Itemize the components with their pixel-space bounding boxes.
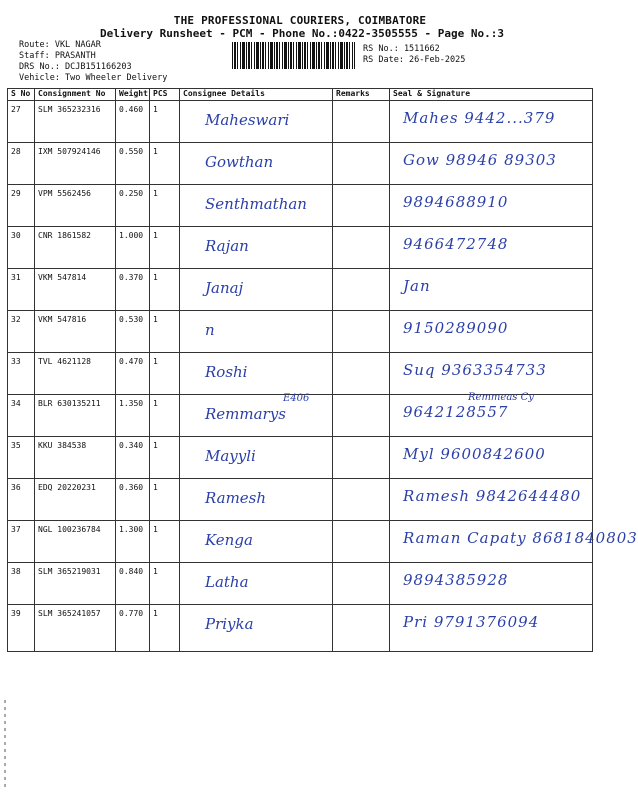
cell-pcs: 1 [150, 353, 180, 395]
table-row [8, 521, 593, 563]
col-weight: Weight [116, 89, 150, 101]
signature-handwriting: 9150289090 [403, 319, 509, 337]
cell-pcs: 1 [150, 101, 180, 143]
drs-label: DRS No.: DCJB151166203 [19, 62, 132, 72]
cell-signature [390, 143, 593, 185]
signature-handwriting: Raman Capaty 8681840803 [403, 529, 638, 547]
cell-remarks [333, 311, 390, 353]
cell-weight: 0.370 [116, 269, 150, 311]
cell-remarks [333, 437, 390, 479]
row34-remark: E406 [283, 393, 310, 404]
cell-remarks [333, 395, 390, 437]
consignee-handwriting: Priyka [205, 615, 254, 633]
cell-weight: 0.530 [116, 311, 150, 353]
cell-consignee [180, 269, 333, 311]
cell-signature [390, 437, 593, 479]
cell-pcs: 1 [150, 185, 180, 227]
cell-consignee [180, 227, 333, 269]
cell-remarks [333, 143, 390, 185]
consignee-handwriting: Kenga [205, 531, 253, 549]
cell-signature [390, 605, 593, 652]
cell-pcs: 1 [150, 563, 180, 605]
cell-sno: 36 [8, 479, 35, 521]
cell-sno: 38 [8, 563, 35, 605]
cell-weight: 0.470 [116, 353, 150, 395]
table-row [8, 605, 593, 652]
cell-consignment: EDQ 20220231 [35, 479, 116, 521]
cell-weight: 0.550 [116, 143, 150, 185]
consignee-handwriting: Ramesh [205, 489, 267, 507]
consignee-handwriting: Roshi [205, 363, 248, 381]
table-row [8, 101, 593, 143]
cell-signature [390, 479, 593, 521]
cell-remarks [333, 605, 390, 652]
cell-signature [390, 563, 593, 605]
cell-remarks [333, 353, 390, 395]
col-consignee: Consignee Details [180, 89, 333, 101]
signature-handwriting: Jan [403, 277, 431, 295]
cell-consignee [180, 143, 333, 185]
signature-handwriting: 9466472748 [403, 235, 509, 253]
cell-consignee [180, 185, 333, 227]
cell-weight: 0.770 [116, 605, 150, 652]
cell-sno: 31 [8, 269, 35, 311]
rs-date: RS Date: 26-Feb-2025 [363, 55, 466, 65]
cell-consignment: VKM 547814 [35, 269, 116, 311]
cell-sno: 33 [8, 353, 35, 395]
cell-consignment: KKU 384538 [35, 437, 116, 479]
cell-consignment: SLM 365241057 [35, 605, 116, 652]
consignee-handwriting: Gowthan [205, 153, 274, 171]
cell-signature [390, 185, 593, 227]
row34-sig-note: Remmeas Cy [468, 392, 534, 403]
cell-pcs: 1 [150, 521, 180, 563]
cell-consignee [180, 101, 333, 143]
vehicle-label: Vehicle: Two Wheeler Delivery [19, 73, 168, 83]
meta-left [19, 40, 167, 84]
runsheet-subtitle: Delivery Runsheet - PCM - Phone No.:0422-3505555 - Page No.:3 [100, 27, 504, 40]
signature-handwriting: Myl 9600842600 [403, 445, 546, 463]
signature-handwriting: Mahes 9442...379 [403, 109, 556, 127]
cell-pcs: 1 [150, 479, 180, 521]
cell-sno: 30 [8, 227, 35, 269]
cell-consignment: BLR 630135211 [35, 395, 116, 437]
cell-pcs: 1 [150, 311, 180, 353]
cell-weight: 0.250 [116, 185, 150, 227]
cell-remarks [333, 269, 390, 311]
cell-sno: 39 [8, 605, 35, 652]
cell-weight: 0.460 [116, 101, 150, 143]
consignee-handwriting: Rajan [205, 237, 249, 255]
cell-pcs: 1 [150, 605, 180, 652]
cell-consignee [180, 479, 333, 521]
cell-weight: 1.300 [116, 521, 150, 563]
signature-handwriting: 9642128557 [403, 403, 509, 421]
meta-right [363, 44, 465, 66]
cell-remarks [333, 479, 390, 521]
cell-signature [390, 353, 593, 395]
cell-weight: 0.360 [116, 479, 150, 521]
route-label: Route: VKL NAGAR [19, 40, 101, 50]
cell-consignment: SLM 365219031 [35, 563, 116, 605]
cell-consignee [180, 353, 333, 395]
table-row [8, 479, 593, 521]
cell-remarks [333, 563, 390, 605]
signature-handwriting: Ramesh 9842644480 [403, 487, 582, 505]
rs-number: RS No.: 1511662 [363, 44, 440, 54]
cell-pcs: 1 [150, 437, 180, 479]
cell-consignment: SLM 365232316 [35, 101, 116, 143]
cell-signature [390, 521, 638, 563]
consignee-handwriting: Remmarys [205, 405, 286, 423]
company-title: THE PROFESSIONAL COURIERS, COIMBATORE [173, 14, 427, 27]
cell-consignment: CNR 1861582 [35, 227, 116, 269]
table-row [8, 311, 593, 353]
col-remarks: Remarks [333, 89, 390, 101]
cell-sno: 37 [8, 521, 35, 563]
col-sno: S No [8, 89, 35, 101]
table-row [8, 563, 593, 605]
table-row [8, 353, 593, 395]
signature-handwriting: 9894385928 [403, 571, 509, 589]
staff-label: Staff: PRASANTH [19, 51, 96, 61]
cell-weight: 0.840 [116, 563, 150, 605]
cell-signature [390, 311, 593, 353]
cell-weight: 1.000 [116, 227, 150, 269]
table-row [8, 185, 593, 227]
consignee-handwriting: Maheswari [205, 111, 290, 129]
signature-handwriting: 9894688910 [403, 193, 509, 211]
col-consignment: Consignment No [35, 89, 116, 101]
table-row [8, 437, 593, 479]
cell-pcs: 1 [150, 269, 180, 311]
signature-handwriting: Suq 9363354733 [403, 361, 547, 379]
cell-weight: 1.350 [116, 395, 150, 437]
cell-remarks [333, 185, 390, 227]
cell-signature [390, 101, 593, 143]
cell-sno: 32 [8, 311, 35, 353]
cell-signature [390, 227, 593, 269]
cell-remarks [333, 101, 390, 143]
cell-sno: 28 [8, 143, 35, 185]
signature-handwriting: Pri 9791376094 [403, 613, 540, 631]
cell-remarks [333, 521, 390, 563]
table-row [8, 143, 593, 185]
barcode [232, 42, 355, 69]
cell-consignment: TVL 4621128 [35, 353, 116, 395]
cell-consignee [180, 605, 333, 652]
scan-edge [4, 700, 6, 790]
cell-consignment: NGL 100236784 [35, 521, 116, 563]
cell-pcs: 1 [150, 143, 180, 185]
table-header [8, 89, 593, 101]
runsheet-table [7, 88, 638, 652]
consignee-handwriting: Latha [205, 573, 249, 591]
cell-consignment: VKM 547816 [35, 311, 116, 353]
cell-sno: 29 [8, 185, 35, 227]
consignee-handwriting: Senthmathan [205, 195, 307, 213]
col-signature: Seal & Signature [390, 89, 593, 101]
cell-consignee [180, 437, 333, 479]
cell-sno: 27 [8, 101, 35, 143]
cell-consignment: IXM 507924146 [35, 143, 116, 185]
consignee-handwriting: n [205, 321, 215, 339]
cell-consignment: VPM 5562456 [35, 185, 116, 227]
consignee-handwriting: Mayyli [205, 447, 256, 465]
col-pcs: PCS [150, 89, 180, 101]
cell-weight: 0.340 [116, 437, 150, 479]
cell-remarks [333, 227, 390, 269]
cell-consignee [180, 563, 333, 605]
table-row [8, 227, 593, 269]
table-row [8, 269, 593, 311]
cell-pcs: 1 [150, 395, 180, 437]
cell-consignee [180, 311, 333, 353]
cell-consignee [180, 521, 333, 563]
cell-pcs: 1 [150, 227, 180, 269]
consignee-handwriting: Janaj [205, 279, 244, 297]
cell-signature [390, 269, 593, 311]
cell-sno: 35 [8, 437, 35, 479]
cell-consignee [180, 395, 333, 437]
cell-sno: 34 [8, 395, 35, 437]
signature-handwriting: Gow 98946 89303 [403, 151, 557, 169]
